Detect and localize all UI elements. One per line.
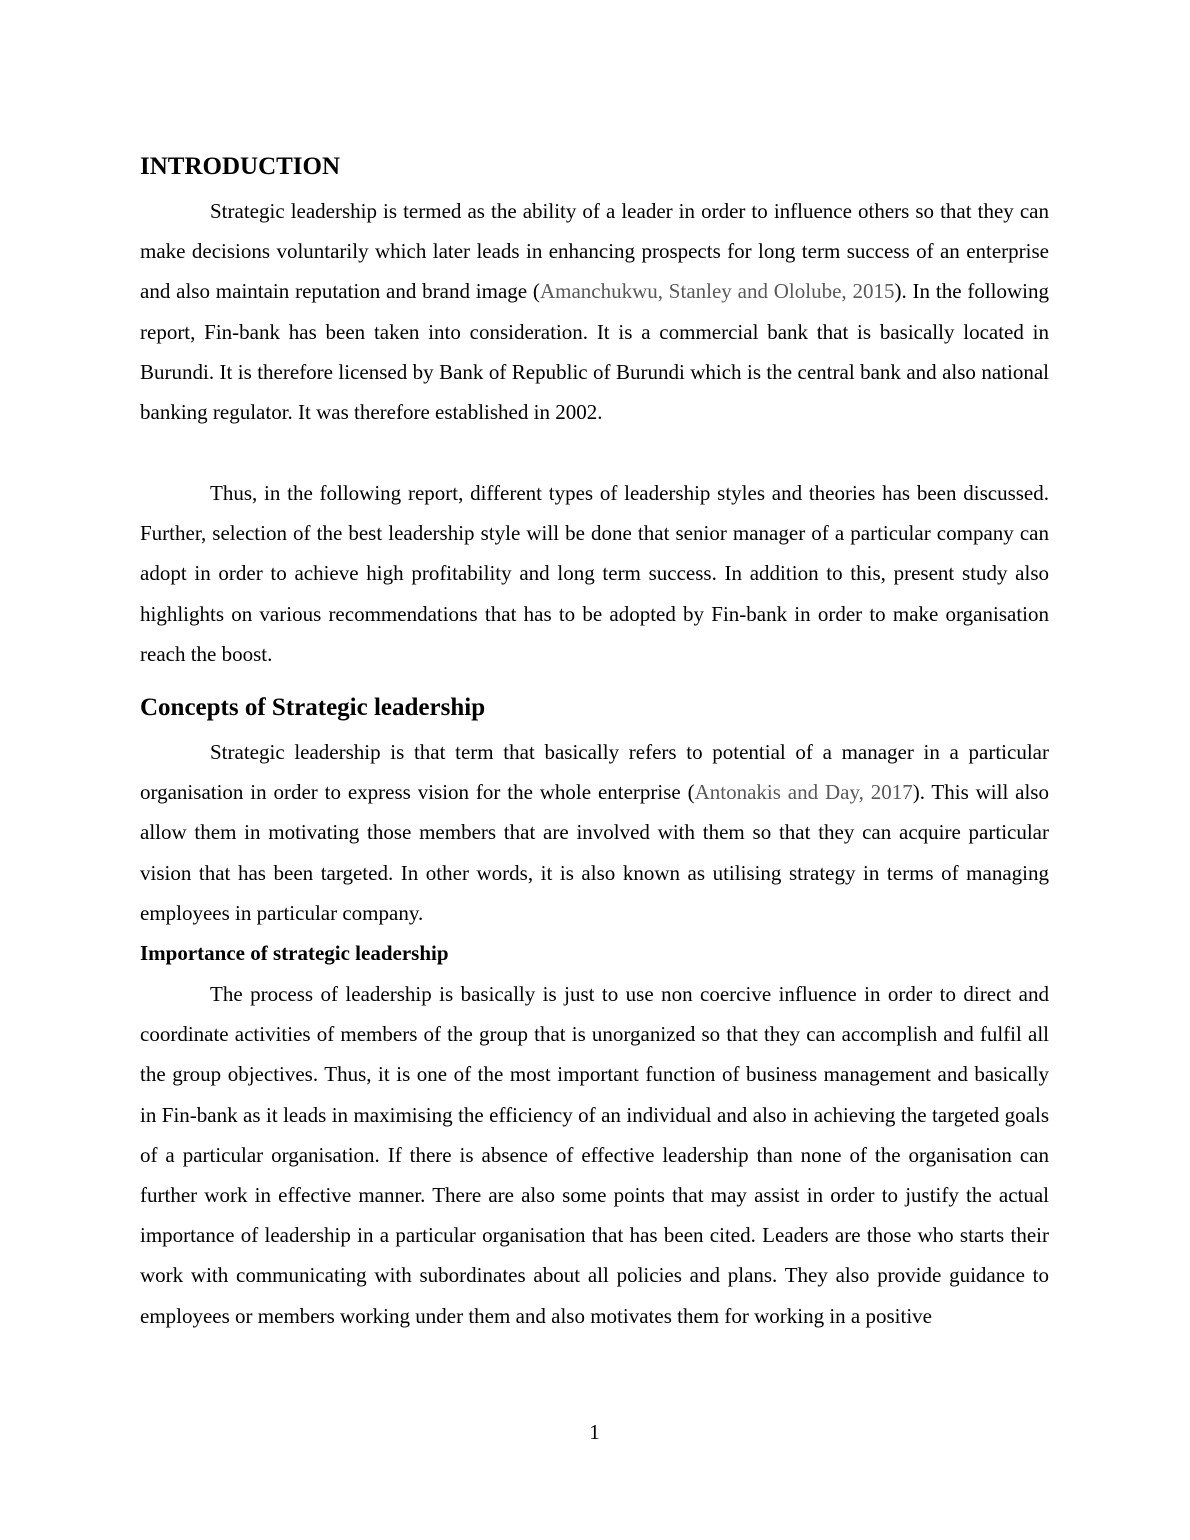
introduction-paragraph-1 xyxy=(140,191,1049,432)
citation-antonakis: Antonakis and Day, 2017 xyxy=(694,780,913,805)
concepts-p1-text-before: Strategic leadership is that term that basically refers to potential of a manager in a particular organisation in order to express vision for the whole enterprise ( xyxy=(140,740,1049,805)
concepts-heading: Concepts of Strategic leadership xyxy=(140,694,486,721)
concepts-p1-text-after: ). This will also allow them in motivating those members that are involved with them so that they can acquire particular vision that has been targeted. In other words, it is also known as utilising strategy in terms of managing employees in particular company. xyxy=(140,780,1049,925)
intro-p1-text-after: ). In the following report, Fin-bank has been taken into consideration. It is a commercial bank that is basically located in Burundi. It is therefore licensed by Bank of Republic of Burundi which is the central bank and also national banking regulator. It was therefore established in 2002. xyxy=(140,279,1049,425)
document-page xyxy=(140,0,1049,1540)
introduction-heading: INTRODUCTION xyxy=(140,153,341,180)
intro-p1-text-before: Strategic leadership is termed as the ability of a leader in order to influence others so that they can make decisions voluntarily which later leads in enhancing prospects for long term success of an enterprise and also maintain reputation and brand image ( xyxy=(140,199,1049,304)
concepts-paragraph xyxy=(140,732,1049,933)
importance-heading: Importance of strategic leadership xyxy=(140,941,449,965)
citation-amanchukwu: Amanchukwu, Stanley and Ololube, 2015 xyxy=(539,279,895,304)
importance-paragraph: The process of leadership is basically is just to use non coercive influence in order to direct and coordinate activities of members of the group that is unorganized so that they can accomplish and fulfil all the group objectives. Thus, it is one of the most important function of business management and basically in Fin-bank as it leads in maximising the efficiency of an individual and also in achieving the targeted goals of a particular organisation. If there is absence of effective leadership than none of the organisation can further work in effective manner. There are also some points that may assist in order to justify the actual importance of leadership in a particular organisation that has been cited. Leaders are those who starts their work with communicating with subordinates about all policies and plans. They also provide guidance to employees or members working under them and also motivates them for working in a positive xyxy=(140,982,1049,1328)
introduction-paragraph-2: Thus, in the following report, different types of leadership styles and theories has been discussed. Further, selection of the best leadership style will be done that senior manager of a particular company can adopt in order to achieve high profitability and long term success. In addition to this, present study also highlights on various recommendations that has to be adopted by Fin-bank in order to make organisation reach the boost. xyxy=(140,481,1049,666)
page-number: 1 xyxy=(589,1420,600,1444)
